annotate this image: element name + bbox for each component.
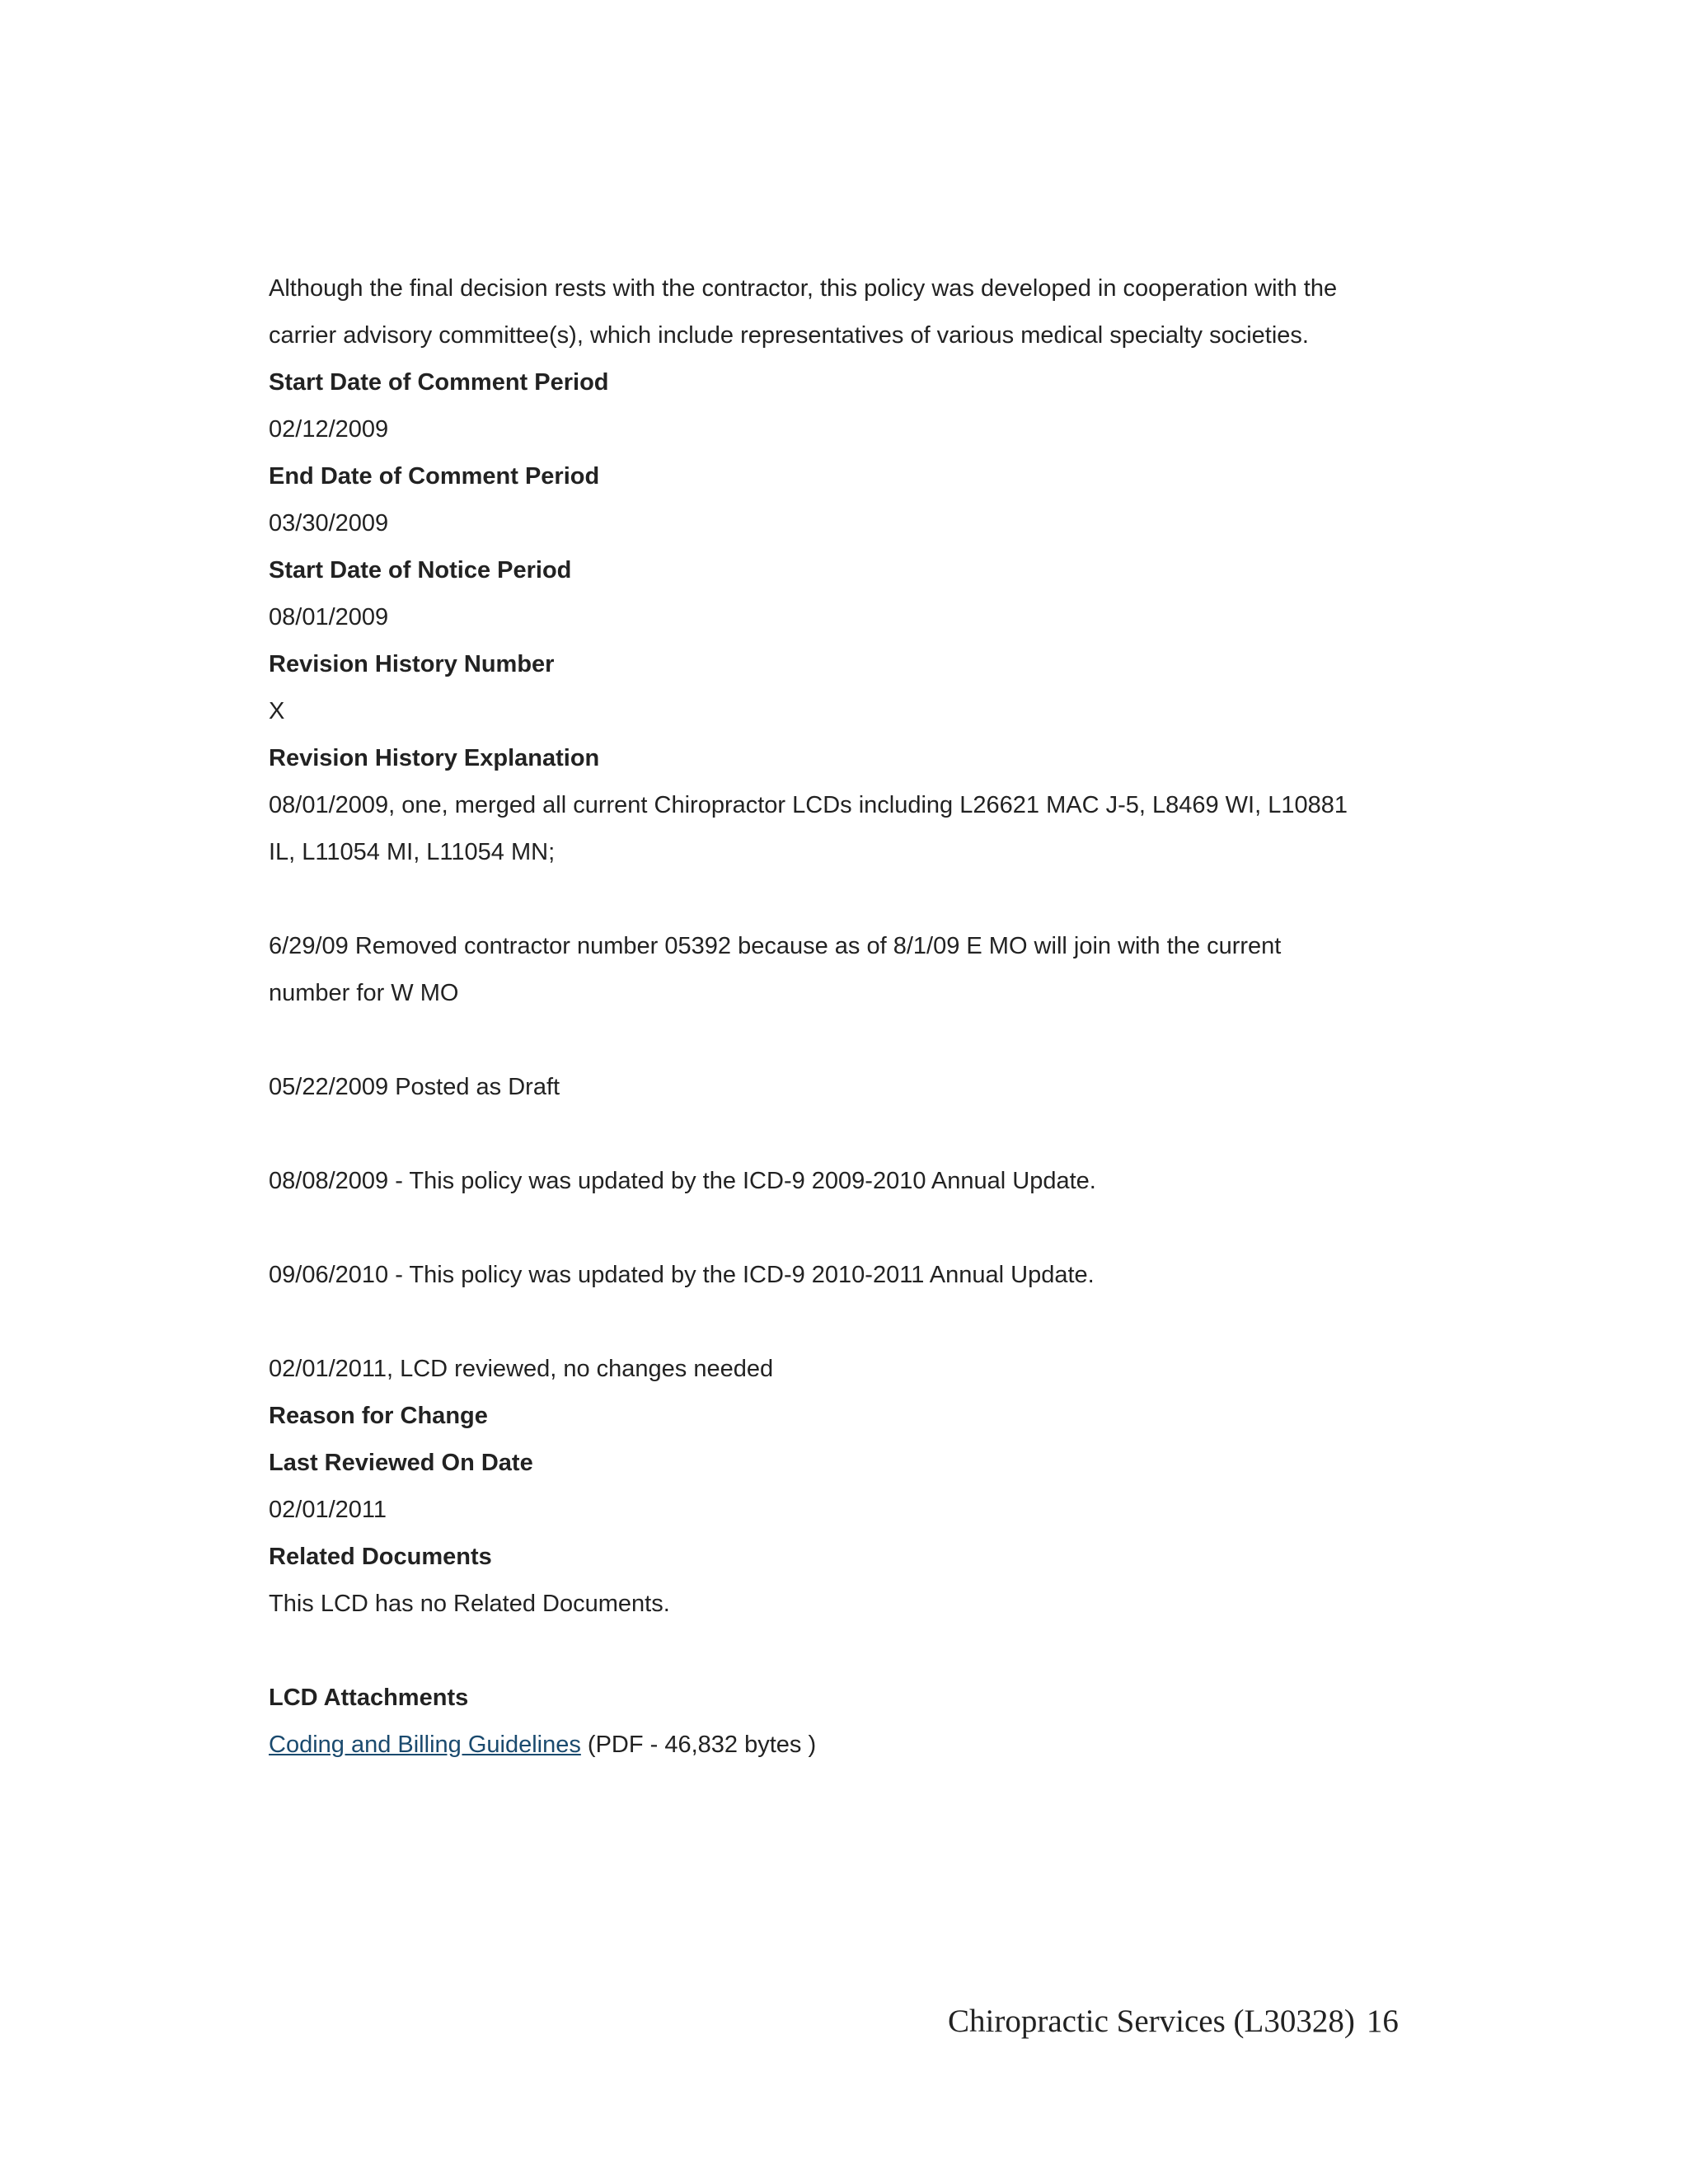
spacer bbox=[269, 1205, 1423, 1252]
revision-number-label: Revision History Number bbox=[269, 651, 555, 677]
attachment-row bbox=[269, 1722, 1423, 1769]
start-notice-value: 08/01/2009 bbox=[269, 604, 389, 630]
spacer bbox=[269, 876, 1423, 923]
page-footer bbox=[948, 2003, 1399, 2040]
attachments-label: LCD Attachments bbox=[269, 1685, 469, 1711]
related-documents-value: This LCD has no Related Documents. bbox=[269, 1591, 670, 1617]
spacer bbox=[269, 1017, 1423, 1064]
revision-entry-6: 02/01/2011, LCD reviewed, no changes needed bbox=[269, 1356, 774, 1382]
coding-billing-guidelines-link[interactable]: Coding and Billing Guidelines bbox=[269, 1732, 581, 1758]
spacer bbox=[269, 1628, 1423, 1675]
spacer bbox=[269, 1111, 1423, 1158]
last-reviewed-label: Last Reviewed On Date bbox=[269, 1450, 533, 1476]
document-body bbox=[269, 265, 1423, 1769]
revision-entry-1-line-2: IL, L11054 MI, L11054 MN; bbox=[269, 839, 556, 865]
reason-change-label: Reason for Change bbox=[269, 1403, 488, 1429]
start-comment-label: Start Date of Comment Period bbox=[269, 369, 609, 396]
end-comment-value: 03/30/2009 bbox=[269, 510, 389, 537]
end-comment-label: End Date of Comment Period bbox=[269, 463, 600, 490]
start-comment-value: 02/12/2009 bbox=[269, 416, 389, 443]
revision-entry-4: 08/08/2009 - This policy was updated by the ICD-9 2009-2010 Annual Update. bbox=[269, 1168, 1096, 1194]
page-number: 16 bbox=[1366, 2004, 1399, 2039]
related-documents-label: Related Documents bbox=[269, 1544, 492, 1570]
revision-explanation-label: Revision History Explanation bbox=[269, 745, 600, 771]
footer-title: Chiropractic Services (L30328) bbox=[948, 2004, 1355, 2039]
spacer bbox=[269, 1299, 1423, 1346]
revision-entry-1-line-1: 08/01/2009, one, merged all current Chiropractor LCDs including L26621 MAC J-5, L8469 WI, L10881 bbox=[269, 792, 1348, 818]
revision-entry-2-line-2: number for W MO bbox=[269, 980, 459, 1006]
revision-entry-3: 05/22/2009 Posted as Draft bbox=[269, 1074, 560, 1100]
attachment-file-info: (PDF - 46,832 bytes ) bbox=[580, 1732, 817, 1758]
intro-line-1: Although the final decision rests with the contractor, this policy was developed in cooperation with the bbox=[269, 275, 1338, 302]
revision-entry-5: 09/06/2010 - This policy was updated by the ICD-9 2010-2011 Annual Update. bbox=[269, 1262, 1095, 1288]
revision-entry-2-line-1: 6/29/09 Removed contractor number 05392 because as of 8/1/09 E MO will join with the current bbox=[269, 933, 1282, 959]
revision-number-value: X bbox=[269, 698, 285, 724]
start-notice-label: Start Date of Notice Period bbox=[269, 557, 572, 583]
intro-line-2: carrier advisory committee(s), which include representatives of various medical specialty societies. bbox=[269, 322, 1309, 349]
last-reviewed-value: 02/01/2011 bbox=[269, 1497, 387, 1523]
